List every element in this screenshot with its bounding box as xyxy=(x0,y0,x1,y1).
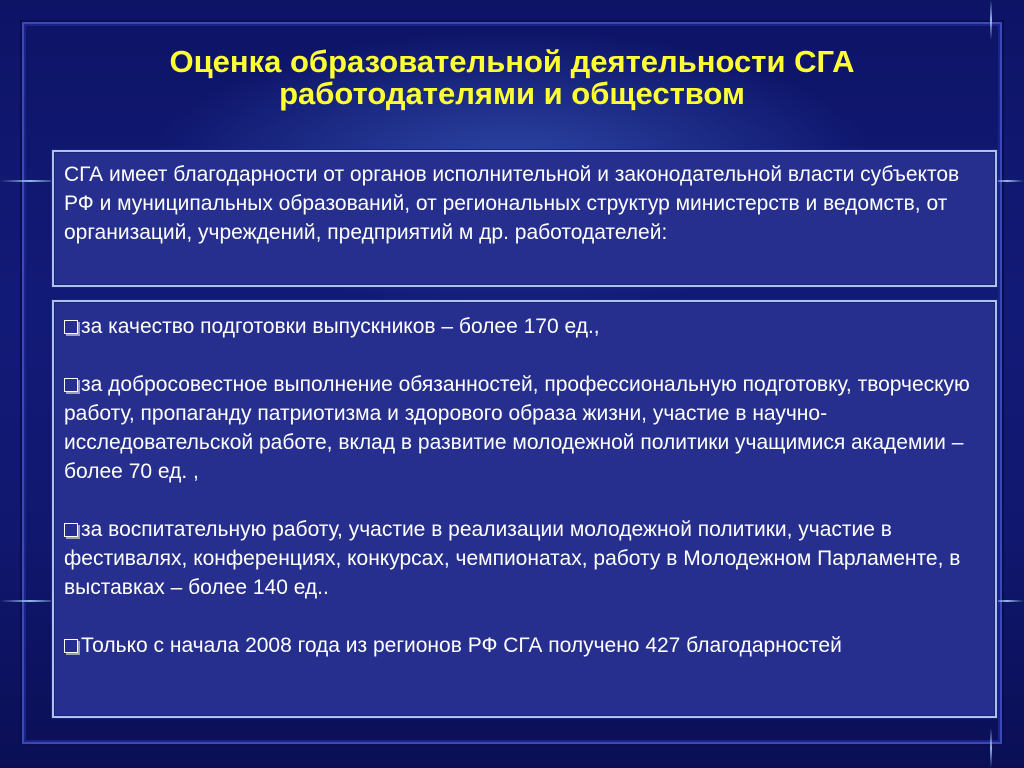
decorative-glow-line-left xyxy=(0,180,60,182)
list-item-text: за воспитательную работу, участие в реализации молодежной политики, участие в фестивалях, конференциях, конкурсах, чемпионатах, работу в Молодежном Парламенте, в выставках – более 140 ед.. xyxy=(64,518,961,599)
intro-text-box xyxy=(52,150,997,287)
decorative-glow-line-top-right xyxy=(990,0,992,40)
slide-title-line-2: работодателями и обществом xyxy=(279,76,745,111)
slide-title xyxy=(0,46,1024,110)
list-item xyxy=(64,515,985,602)
intro-text: СГА имеет благодарности от органов исполнительной и законодательной власти субъектов РФ и муниципальных образований, от региональных структур министерств и ведомств, от организаций, учреждений, предприятий м др. работодателей: xyxy=(64,163,960,244)
gratitude-list-box xyxy=(52,300,997,718)
decorative-glow-line-left-lower xyxy=(0,600,60,602)
list-item xyxy=(64,312,985,341)
list-item-text: за качество подготовки выпускников – более 170 ед., xyxy=(81,315,600,338)
list-item-text: за добросовестное выполнение обязанностей, профессиональную подготовку, творческую работу, пропаганду патриотизма и здорового образа жизни, участие в научно-исследовательской работе, вклад в развитие молодежной политики учащимися академии – более 70 ед. , xyxy=(64,373,970,483)
list-item xyxy=(64,370,985,486)
hollow-square-bullet-icon xyxy=(64,320,78,334)
list-item xyxy=(64,631,985,660)
list-item-text: Только с начала 2008 года из регионов РФ СГА получено 427 благодарностей xyxy=(81,634,842,657)
hollow-square-bullet-icon xyxy=(64,523,78,537)
decorative-glow-line-bottom-right xyxy=(990,728,992,768)
hollow-square-bullet-icon xyxy=(64,639,78,653)
slide-title-line-1: Оценка образовательной деятельности СГА xyxy=(169,44,855,79)
hollow-square-bullet-icon xyxy=(64,378,78,392)
